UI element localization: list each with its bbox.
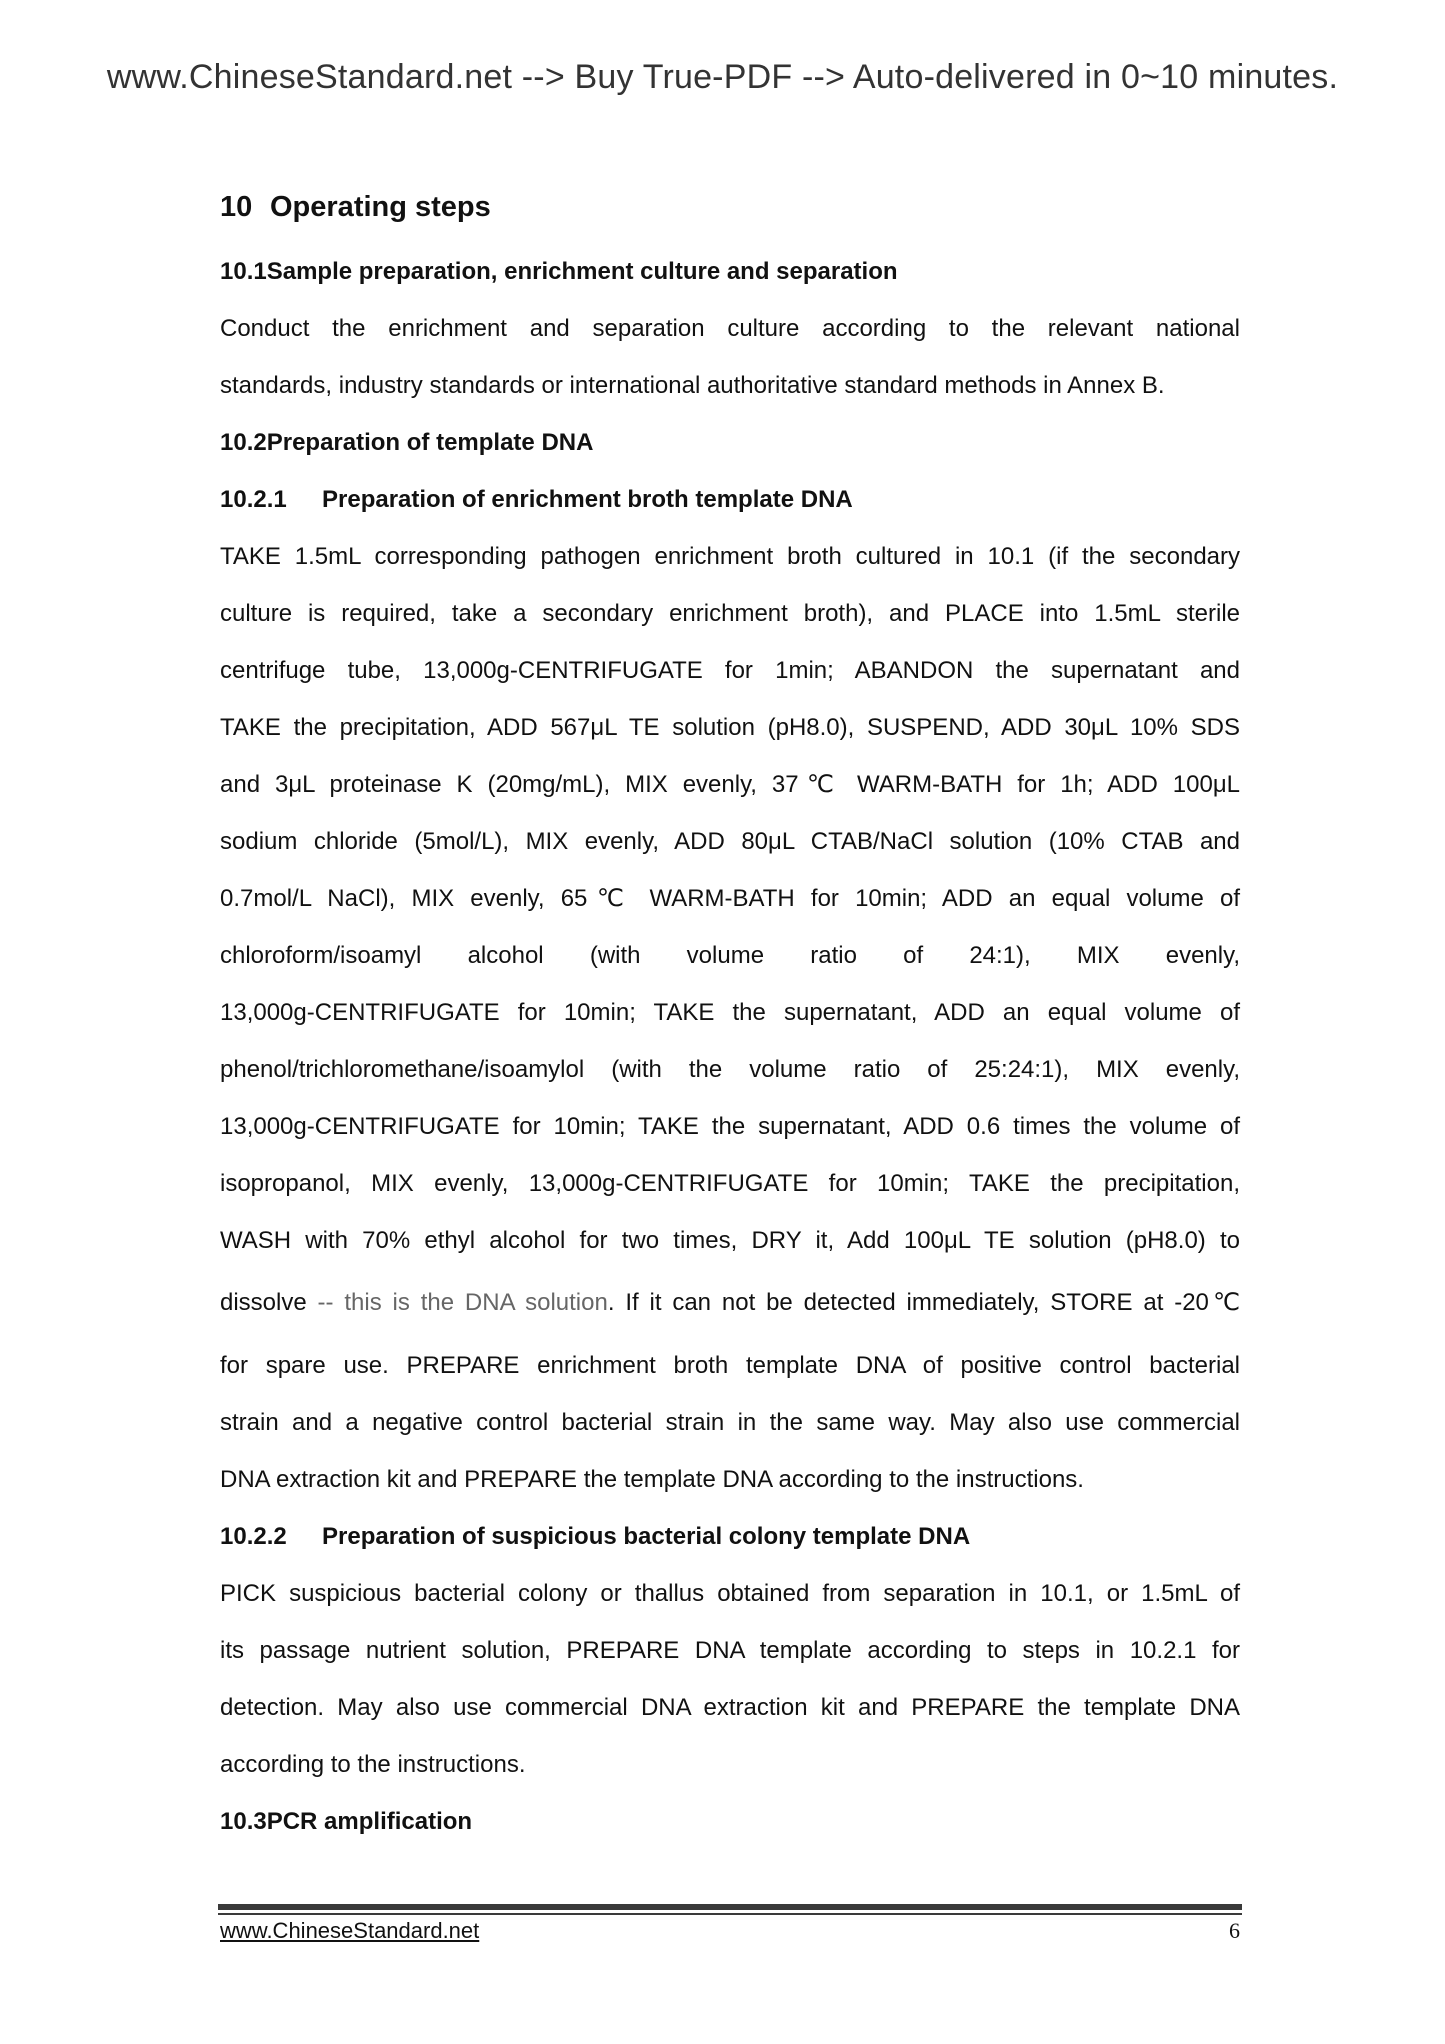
page-number: 6 xyxy=(1229,1918,1240,1943)
paragraph-10-1 xyxy=(220,300,1240,414)
text-line xyxy=(220,1269,1240,1337)
text-line: detection. May also use commercial DNA extraction kit and PREPARE the template DNA xyxy=(220,1694,1240,1721)
paragraph-10-2-1 xyxy=(220,528,1240,1508)
highlighted-note: -- this is the DNA solution xyxy=(317,1289,608,1316)
text-line: sodium chloride (5mol/L), MIX evenly, ADD 80μL CTAB/NaCl solution (10% CTAB and xyxy=(220,828,1240,855)
subsection-heading-10-2-1 xyxy=(220,471,1240,528)
text-line: and 3μL proteinase K (20mg/mL), MIX evenly, 37℃ WARM-BATH for 1h; ADD 100μL xyxy=(220,771,1240,798)
text-line: for spare use. PREPARE enrichment broth template DNA of positive control bacterial xyxy=(220,1352,1240,1379)
subsection-heading-10-3 xyxy=(220,1793,1240,1850)
subsection-title: Preparation of template DNA xyxy=(266,429,594,456)
text-line: 0.7mol/L NaCl), MIX evenly, 65℃ WARM-BATH for 10min; ADD an equal volume of xyxy=(220,885,1240,912)
subsection-heading-10-2-2 xyxy=(220,1508,1240,1565)
text-line: phenol/trichloromethane/isoamylol (with the volume ratio of 25:24:1), MIX evenly, xyxy=(220,1056,1240,1083)
text-line: culture is required, take a secondary enrichment broth), and PLACE into 1.5mL sterile xyxy=(220,600,1240,627)
subsection-title: Preparation of suspicious bacterial colony template DNA xyxy=(322,1523,971,1550)
footer-divider-thin xyxy=(218,1913,1242,1915)
subsection-heading-10-2 xyxy=(220,414,1240,471)
text-line: according to the instructions. xyxy=(220,1751,526,1778)
paragraph-10-2-2 xyxy=(220,1565,1240,1793)
subsection-title: Preparation of enrichment broth template DNA xyxy=(322,486,853,513)
subsection-title: Sample preparation, enrichment culture and separation xyxy=(266,258,898,285)
text-line: Conduct the enrichment and separation culture according to the relevant national xyxy=(220,315,1240,342)
text-line: standards, industry standards or international authoritative standard methods in Annex B. xyxy=(220,372,1165,399)
text-line: its passage nutrient solution, PREPARE DNA template according to steps in 10.2.1 for xyxy=(220,1637,1240,1664)
text-line: centrifuge tube, 13,000g-CENTRIFUGATE for 1min; ABANDON the supernatant and xyxy=(220,657,1240,684)
text-line: TAKE 1.5mL corresponding pathogen enrichment broth cultured in 10.1 (if the secondary xyxy=(220,543,1240,570)
text-line: PICK suspicious bacterial colony or thallus obtained from separation in 10.1, or 1.5mL of xyxy=(220,1580,1240,1607)
text-line: chloroform/isoamyl alcohol (with volume ratio of 24:1), MIX evenly, xyxy=(220,942,1240,969)
subsection-title: PCR amplification xyxy=(266,1808,473,1835)
footer-website-link[interactable]: www.ChineseStandard.net xyxy=(220,1918,480,1943)
top-banner[interactable]: www.ChineseStandard.net --> Buy True-PDF --> Auto-delivered in 0~10 minutes. xyxy=(106,58,1339,96)
text-line: DNA extraction kit and PREPARE the template DNA according to the instructions. xyxy=(220,1466,1084,1493)
text-line: 13,000g-CENTRIFUGATE for 10min; TAKE the supernatant, ADD 0.6 times the volume of xyxy=(220,1113,1240,1140)
text-fragment: dissolve xyxy=(220,1289,318,1316)
text-line: TAKE the precipitation, ADD 567μL TE solution (pH8.0), SUSPEND, ADD 30μL 10% SDS xyxy=(220,714,1240,741)
document-body xyxy=(220,186,1240,1850)
section-heading-10 xyxy=(220,186,1240,228)
subsection-heading-10-1 xyxy=(220,243,1240,300)
footer-divider xyxy=(218,1904,1242,1910)
subsection-number: 10.3 xyxy=(220,1808,267,1835)
text-line: WASH with 70% ethyl alcohol for two times, DRY it, Add 100μL TE solution (pH8.0) to xyxy=(220,1227,1240,1254)
subsection-number: 10.2.2 xyxy=(220,1523,287,1550)
subsection-number: 10.2 xyxy=(220,429,267,456)
section-number: 10 xyxy=(220,191,253,223)
text-line: 13,000g-CENTRIFUGATE for 10min; TAKE the supernatant, ADD an equal volume of xyxy=(220,999,1240,1026)
text-line: strain and a negative control bacterial strain in the same way. May also use commercial xyxy=(220,1409,1240,1436)
section-title: Operating steps xyxy=(270,191,491,223)
text-fragment: . If it can not be detected immediately, STORE at -20℃ xyxy=(607,1289,1241,1316)
subsection-number: 10.1 xyxy=(220,258,267,285)
subsection-number: 10.2.1 xyxy=(220,486,287,513)
text-line: isopropanol, MIX evenly, 13,000g-CENTRIFUGATE for 10min; TAKE the precipitation, xyxy=(220,1170,1240,1197)
